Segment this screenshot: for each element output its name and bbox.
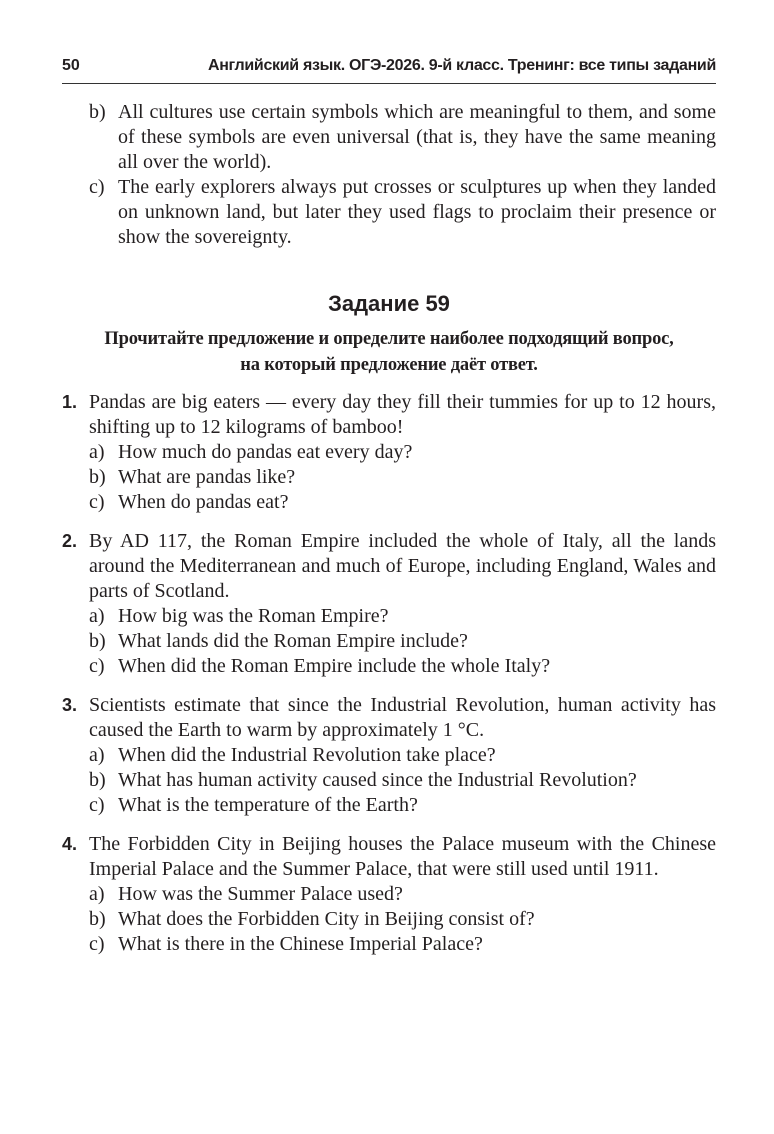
option-text: How big was the Roman Empire? xyxy=(118,605,389,627)
option-text: What are pandas like? xyxy=(118,466,296,488)
question-sentence: By AD 117, the Roman Empire included the whole of Italy, all the lands around the Mediterranean and much of Europe, including England, Wales and parts of Scotland. xyxy=(89,530,716,602)
task-title: Задание 59 xyxy=(328,291,450,316)
option-letter: b) xyxy=(89,101,106,123)
answer-option xyxy=(89,604,716,629)
question-item xyxy=(62,529,716,679)
question-number: 3. xyxy=(62,695,78,715)
option-letter: c) xyxy=(89,176,105,198)
answer-option xyxy=(89,654,716,679)
option-letter: b) xyxy=(89,769,106,791)
answer-option xyxy=(89,743,716,768)
instruction-line: на который предложение даёт ответ. xyxy=(240,355,538,375)
option-letter: b) xyxy=(89,630,106,652)
question-item xyxy=(62,693,716,818)
question-sentence: Scientists estimate that since the Industrial Revolution, human activity has caused the Earth to warm by approximately 1 °C. xyxy=(89,694,716,741)
option-letter: b) xyxy=(89,466,106,488)
question-sentence: The Forbidden City in Beijing houses the Palace museum with the Chinese Imperial Palace and the Summer Palace, that were still used until 1911. xyxy=(89,833,716,880)
option-letter: a) xyxy=(89,883,105,905)
running-header xyxy=(62,55,716,84)
option-letter: c) xyxy=(89,794,105,816)
option-text: When did the Roman Empire include the whole Italy? xyxy=(118,655,551,677)
question-item xyxy=(62,832,716,957)
option-text: How much do pandas eat every day? xyxy=(118,441,413,463)
task-instruction xyxy=(62,326,716,378)
running-title: Английский язык. ОГЭ-2026. 9-й класс. Тренинг: все типы заданий xyxy=(207,57,716,74)
page-content xyxy=(62,100,716,957)
option-text: What has human activity caused since the Industrial Revolution? xyxy=(118,769,637,791)
option-letter: b) xyxy=(89,908,106,930)
option-letter: c) xyxy=(89,655,105,677)
option-letter: a) xyxy=(89,744,105,766)
option-text: When do pandas eat? xyxy=(118,491,289,513)
answer-option xyxy=(89,490,716,515)
option-text: When did the Industrial Revolution take place? xyxy=(118,744,496,766)
page-number: 50 xyxy=(62,57,80,74)
answer-option xyxy=(89,932,716,957)
option-text: The early explorers always put crosses or sculptures up when they landed on unknown land, but later they used flags to proclaim their presence or show the sovereignty. xyxy=(118,176,716,248)
question-number: 1. xyxy=(62,392,78,412)
option-text: What is there in the Chinese Imperial Palace? xyxy=(118,933,483,955)
answer-option xyxy=(89,440,716,465)
answer-option xyxy=(89,882,716,907)
option-text: How was the Summer Palace used? xyxy=(118,883,403,905)
option-letter: c) xyxy=(89,491,105,513)
option-letter: a) xyxy=(89,605,105,627)
option-text: All cultures use certain symbols which are meaningful to them, and some of these symbols are even universal (that is, they have the same meaning all over the world). xyxy=(118,101,716,173)
answer-option xyxy=(89,768,716,793)
answer-option xyxy=(89,629,716,654)
option-text: What does the Forbidden City in Beijing consist of? xyxy=(118,908,535,930)
answer-option xyxy=(89,793,716,818)
instruction-line: Прочитайте предложение и определите наиболее подходящий вопрос, xyxy=(104,329,674,349)
question-item xyxy=(62,390,716,515)
question-sentence: Pandas are big eaters — every day they fill their tummies for up to 12 hours, shifting up to 12 kilograms of bamboo! xyxy=(89,391,716,438)
option-text: What is the temperature of the Earth? xyxy=(118,794,418,816)
answer-option xyxy=(89,907,716,932)
option-text: What lands did the Roman Empire include? xyxy=(118,630,468,652)
prev-option xyxy=(62,175,716,250)
question-number: 4. xyxy=(62,834,78,854)
answer-option xyxy=(89,465,716,490)
option-letter: a) xyxy=(89,441,105,463)
question-list xyxy=(62,390,716,957)
prev-option xyxy=(62,100,716,175)
question-number: 2. xyxy=(62,531,78,551)
option-letter: c) xyxy=(89,933,105,955)
